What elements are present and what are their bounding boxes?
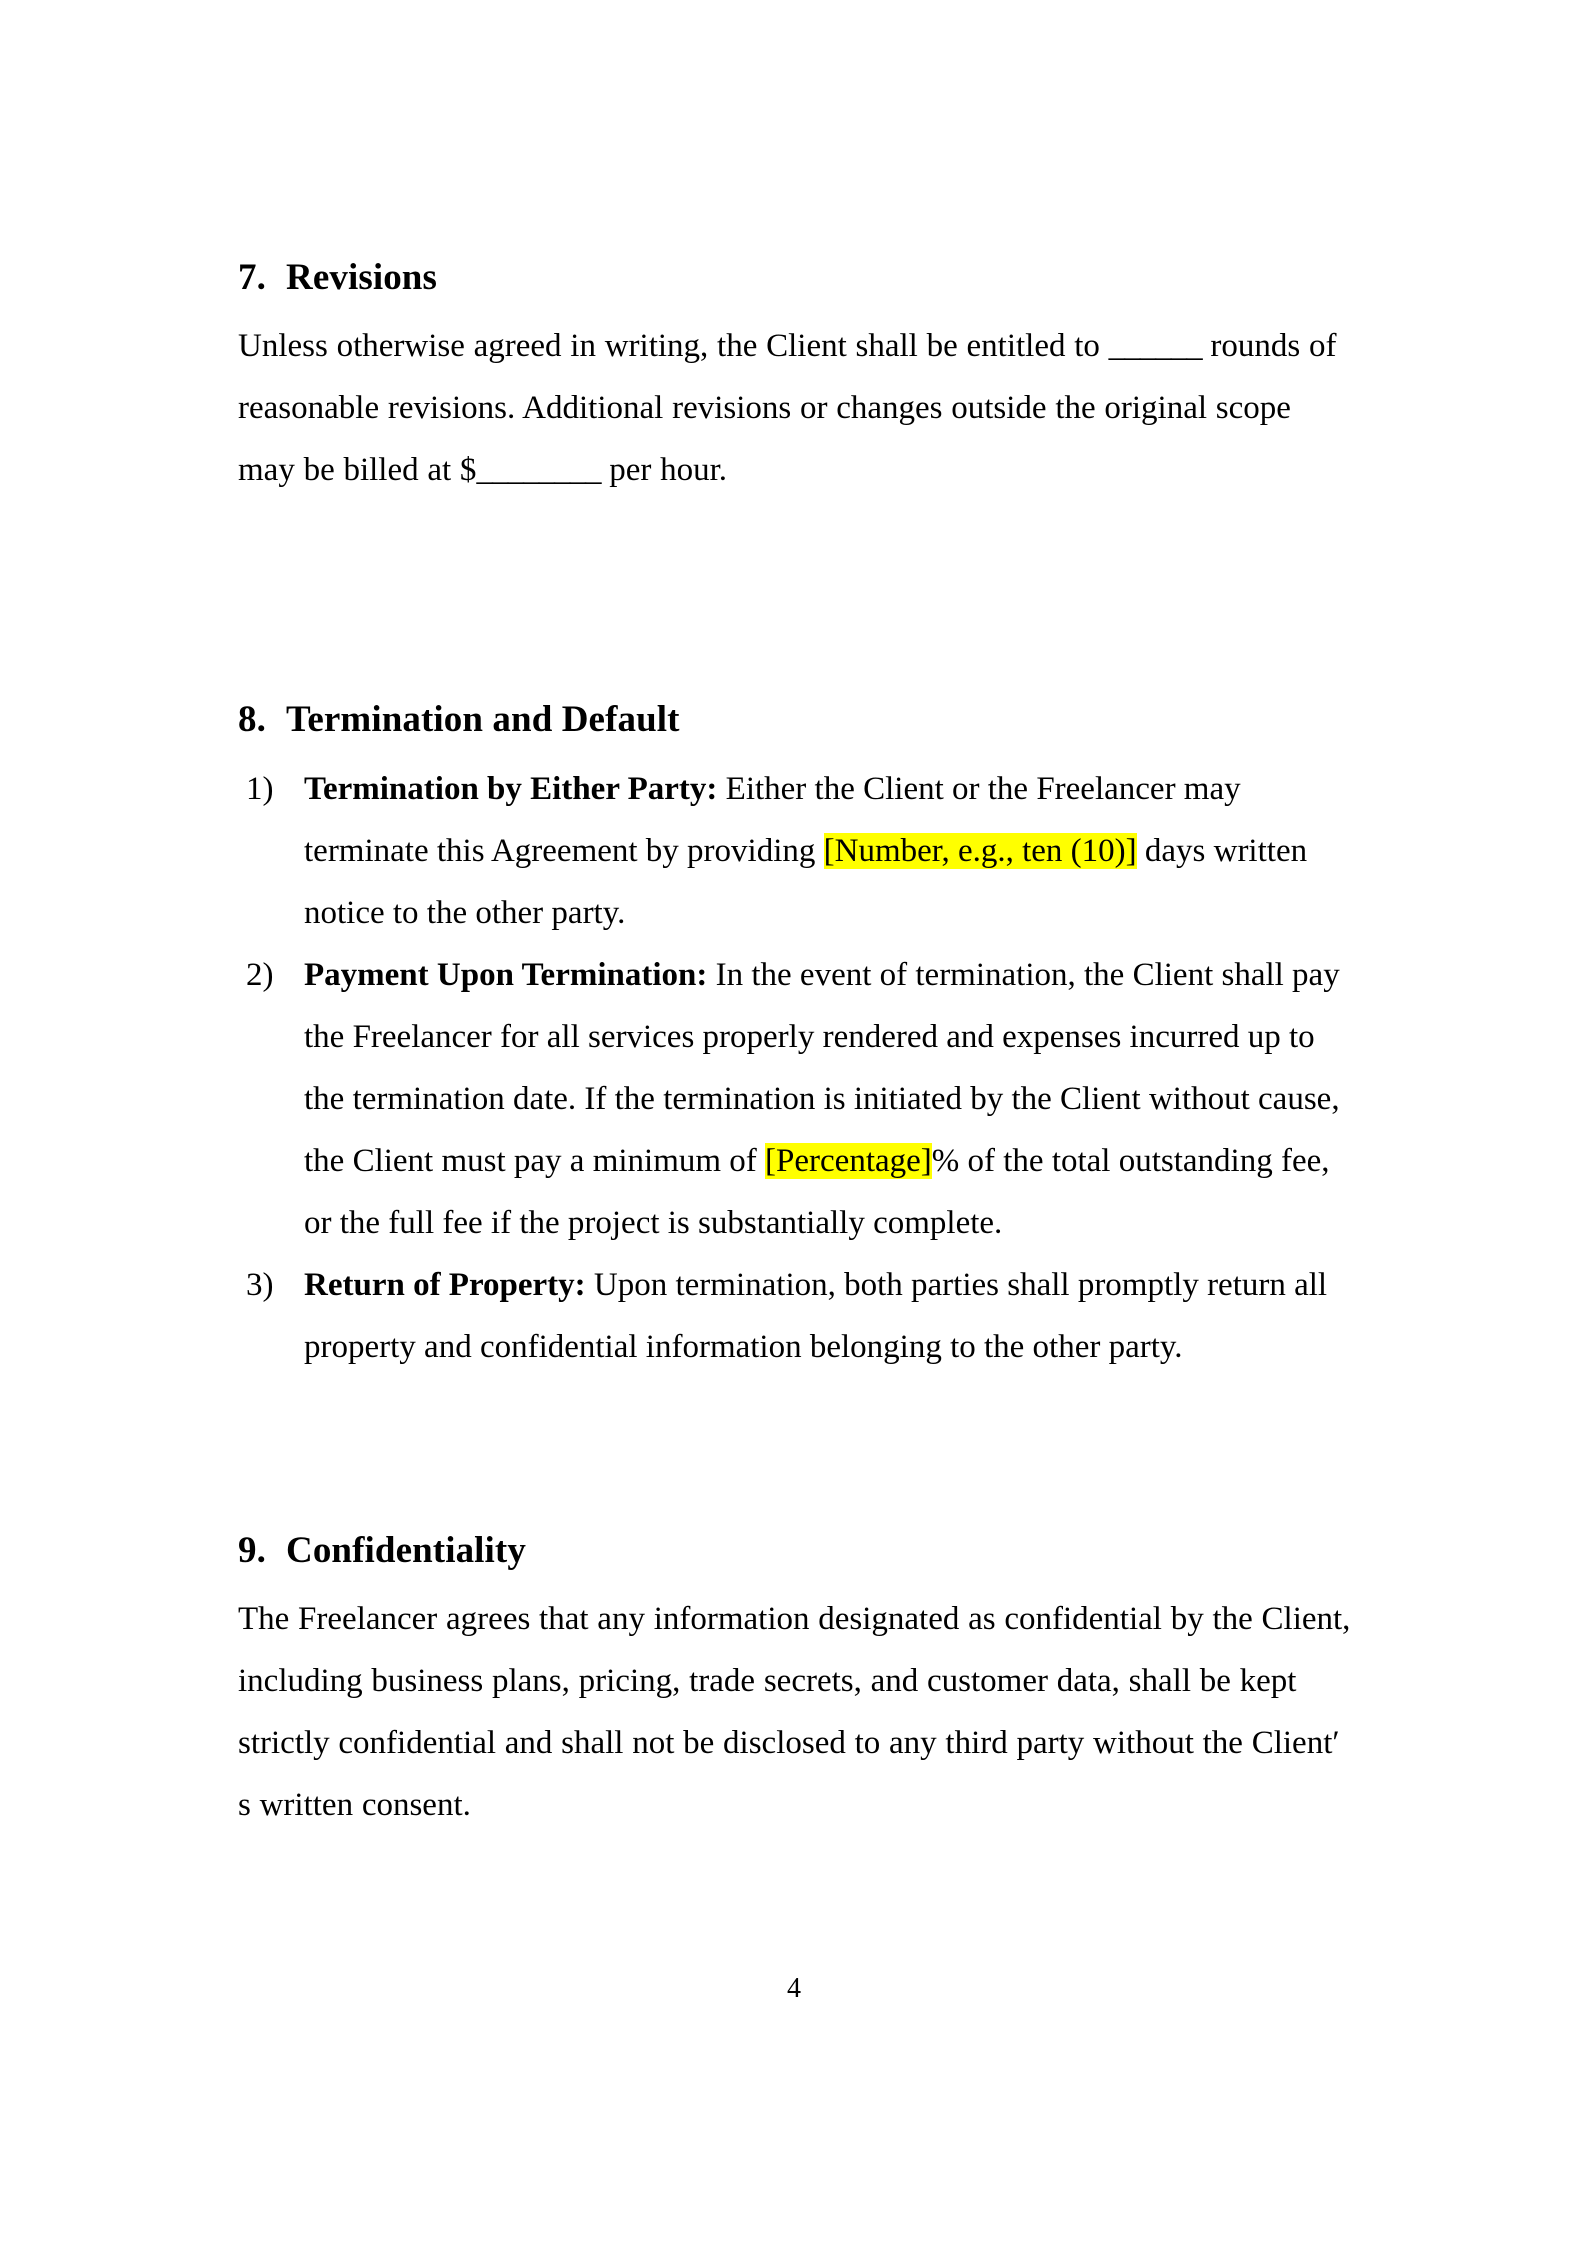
list-item-marker: 1) <box>246 770 274 807</box>
list-item-text-after: days written notice to the other party. <box>304 832 1308 931</box>
section-termination <box>238 697 1353 1377</box>
list-item <box>238 1254 1353 1378</box>
list-item-marker: 2) <box>246 956 274 993</box>
revisions-text-part3: per hour. <box>600 452 727 489</box>
section-revisions <box>238 255 1353 501</box>
section-spacer <box>238 501 1353 697</box>
revisions-text-part2: rounds of reasonable revisions. Additional revisions or changes outside the original scope may be billed at $ <box>238 328 1337 489</box>
revisions-paragraph <box>238 315 1353 501</box>
highlighted-placeholder-number: [Number, e.g., ten (10)] <box>823 832 1137 869</box>
list-item <box>238 758 1353 944</box>
list-item-text-after: % of the total outstanding fee, or the full fee if the project is substantially complete. <box>304 1142 1330 1241</box>
list-item-text-before: Upon termination, both parties shall promptly return all property and confidential information belonging to the other party. <box>304 1266 1328 1365</box>
list-item-marker: 3) <box>246 1266 274 1303</box>
section-spacer <box>238 1378 1353 1528</box>
section-heading-termination <box>238 697 1353 743</box>
revisions-blank-rate: ________ <box>476 452 601 489</box>
section-title: Revisions <box>286 257 437 298</box>
list-item <box>238 944 1353 1254</box>
section-title: Termination and Default <box>286 699 680 741</box>
section-number: 9. <box>238 1529 266 1571</box>
apostrophe-glyph: ′ <box>1332 1724 1340 1761</box>
section-heading-revisions <box>238 255 1353 301</box>
confidentiality-text-part2: s written consent. <box>238 1786 471 1823</box>
section-heading-confidentiality <box>238 1528 1353 1574</box>
confidentiality-paragraph <box>238 1588 1353 1836</box>
revisions-blank-rounds: ______ <box>1108 328 1202 365</box>
section-confidentiality <box>238 1528 1353 1836</box>
list-item-text-before: Either the Client or the Freelancer may terminate this Agreement by providing <box>304 770 1241 869</box>
highlighted-placeholder-percentage: [Percentage] <box>765 1142 932 1179</box>
list-item-lead-in: Return of Property: <box>304 1266 586 1303</box>
revisions-text-part1: Unless otherwise agreed in writing, the Client shall be entitled to <box>238 328 1109 365</box>
termination-list <box>238 758 1353 1378</box>
confidentiality-text-part1: The Freelancer agrees that any information designated as confidential by the Client, including business plans, pricing, trade secrets, and customer data, shall be kept strictly confidential and shall not be disclosed to any third party without the Client <box>238 1600 1351 1761</box>
list-item-lead-in: Payment Upon Termination: <box>304 956 708 993</box>
section-title: Confidentiality <box>286 1529 526 1571</box>
page-number: 4 <box>787 1973 801 2004</box>
section-number: 8. <box>238 699 266 741</box>
section-number: 7. <box>238 257 266 298</box>
page-content <box>238 255 1353 1836</box>
list-item-lead-in: Termination by Either Party: <box>304 770 718 807</box>
list-item-text-before: In the event of termination, the Client shall pay the Freelancer for all services properly rendered and expenses incurred up to the termination date. If the termination is initiated by the Client without cause, the Client must pay a minimum of <box>304 956 1340 1179</box>
